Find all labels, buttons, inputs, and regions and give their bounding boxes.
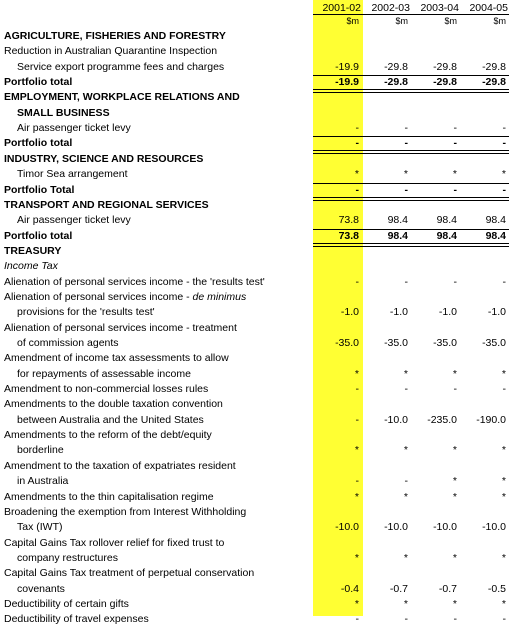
cell-value: - [355,475,359,488]
table-row [0,397,509,412]
table-row [0,413,509,428]
cell-value: * [452,490,457,503]
row-label-text: Broadening the exemption from Interest Withholding [4,505,247,518]
portfolio-total-row [0,75,509,90]
cell-value: - [453,183,457,196]
cell-value: 98.4 [387,214,408,227]
row-label-text: covenants [17,582,65,595]
section-heading-row [0,244,509,259]
cell-value: - [453,122,457,135]
row-label-text: Amendments to the thin capitalisation regime [4,490,214,503]
row-label-text: Alienation of personal services income - treatment [4,321,237,334]
table-row [0,367,509,382]
cell-value: 98.4 [485,214,506,227]
row-label-text: Service export programme fees and charges [17,60,225,73]
cell-value: * [354,168,359,181]
row-label [4,428,212,443]
table-row [0,382,509,397]
cell-value: * [403,597,408,610]
cell-value: - [502,383,506,396]
total-top-rule [313,75,509,76]
cell-value: - [404,613,408,626]
cell-value: - [502,183,506,196]
table-row [0,551,509,566]
row-label-text: Capital Gains Tax treatment of perpetual conservation [4,567,255,580]
row-label [17,60,224,75]
row-label [4,597,129,612]
cell-value: - [502,275,506,288]
year-header-2004-05: 2004-05 [469,2,508,14]
cell-value: - [355,413,359,426]
cell-value: -10.0 [482,521,506,534]
table-row [0,612,509,627]
row-label [4,490,214,505]
row-label [4,75,72,90]
row-label [17,413,204,428]
row-label [4,505,246,520]
row-label [17,167,128,182]
row-label [4,152,203,167]
table-row [0,305,509,320]
cell-value: - [453,383,457,396]
row-label [4,351,229,366]
row-label [17,551,118,566]
row-label-text: Timor Sea arrangement [17,168,128,181]
cell-value: 98.4 [387,229,408,242]
cell-value: - [453,137,457,150]
row-label-text: in Australia [17,475,69,488]
year-header-2003-04: 2003-04 [420,2,459,14]
row-label-text: for repayments of assessable income [17,367,191,380]
cell-value: 98.4 [436,229,457,242]
cell-value: - [404,275,408,288]
cell-value: * [403,367,408,380]
table-row [0,213,509,228]
cell-value: -1.0 [340,306,359,319]
cell-value: -1.0 [438,306,457,319]
cell-value: -1.0 [487,306,506,319]
row-label [17,121,131,136]
row-label-text: TRANSPORT AND REGIONAL SERVICES [4,198,209,211]
cell-value: * [403,168,408,181]
table-row [0,428,509,443]
row-label-text: Capital Gains Tax rollover relief for fixed trust to [4,536,225,549]
row-label [4,90,240,105]
row-label-emphasis: de minimus [192,290,247,303]
row-label-text: Alienation of personal services income - [4,290,193,303]
cell-value: - [355,275,359,288]
cell-value: * [501,444,506,457]
cell-value: -35.0 [384,337,408,349]
table-row [0,351,509,366]
cell-value: * [452,444,457,457]
cell-value: - [355,383,359,396]
cell-value: -19.9 [335,60,359,73]
cell-value: 98.4 [436,214,457,227]
table-row [0,443,509,458]
subheading-row [0,259,509,274]
cell-value: -29.8 [433,76,457,89]
table-row [0,505,509,520]
row-label [17,520,63,535]
row-label [4,198,209,213]
row-label [4,259,58,274]
cell-value: 98.4 [485,229,506,242]
row-label-text: Amendment to non-commercial losses rules [4,383,209,396]
cell-value: -235.0 [427,413,457,426]
cell-value: * [501,475,506,488]
cell-value: - [502,613,506,626]
unit-label-2004-05: $m [493,16,506,26]
cell-value: -10.0 [335,521,359,534]
row-label [17,582,65,597]
table-row [0,459,509,474]
row-label-text: Amendments to the double taxation convention [4,398,223,411]
cell-value: - [355,183,359,196]
row-label-text: Deductibility of certain gifts [4,597,129,610]
portfolio-total-row [0,136,509,151]
cell-value: - [502,137,506,150]
portfolio-total-row [0,229,509,244]
cell-value: 73.8 [338,229,359,242]
cell-value: -29.8 [433,60,457,73]
row-label-text: SMALL BUSINESS [17,106,110,119]
cell-value: -29.8 [384,76,408,89]
cell-value: * [354,597,359,610]
row-label [4,397,223,412]
cell-value: - [404,383,408,396]
cell-value: - [404,122,408,135]
cell-value: * [501,367,506,380]
table-row [0,490,509,505]
cell-value: * [354,444,359,457]
row-label-text: company restructures [17,551,118,564]
row-label-text: Portfolio total [4,137,73,150]
cell-value: -35.0 [482,337,506,349]
table-row [0,121,509,136]
row-label-text: TREASURY [4,244,62,257]
table-row [0,321,509,336]
table-row [0,474,509,489]
table-row [0,566,509,581]
section-heading-row [0,106,509,121]
cell-value: * [354,367,359,380]
cell-value: - [355,137,359,150]
row-label-text: Portfolio Total [4,183,75,196]
cell-value: * [452,597,457,610]
cell-value: -35.0 [335,337,359,349]
cell-value: * [403,490,408,503]
cell-value: * [452,551,457,564]
cell-value: * [501,597,506,610]
cell-value: -10.0 [384,413,408,426]
total-top-rule [313,183,509,184]
year-header-2002-03: 2002-03 [371,2,410,14]
year-header-2001-02: 2001-02 [322,2,361,14]
total-top-rule [313,136,509,137]
cell-value: * [354,490,359,503]
table-row [0,336,509,351]
row-label [4,275,265,290]
row-label-text: INDUSTRY, SCIENCE AND RESOURCES [4,152,204,165]
row-label-text: Portfolio total [4,76,73,89]
cell-value: * [501,490,506,503]
cell-value: * [452,168,457,181]
cell-value: * [501,168,506,181]
unit-label-2001-02: $m [346,16,359,26]
header-rule [313,14,509,15]
table-row [0,60,509,75]
row-label-text: Deductibility of travel expenses [4,613,149,626]
row-label-text: Tax (IWT) [17,521,63,534]
section-heading-row [0,90,509,105]
table-row [0,275,509,290]
row-label [4,290,246,305]
cell-value: - [404,475,408,488]
row-label [17,336,119,351]
row-label-text: provisions for the 'results test' [17,306,155,319]
cell-value: - [502,122,506,135]
table-row [0,44,509,59]
cell-value: -35.0 [433,337,457,349]
cell-value: -10.0 [433,521,457,534]
portfolio-total-row [0,183,509,198]
section-heading-row [0,29,509,44]
cell-value: * [354,551,359,564]
row-label-text: between Australia and the United States [17,413,204,426]
row-label [4,536,224,551]
cell-value: -29.8 [384,60,408,73]
cell-value: -0.7 [438,582,457,595]
row-label [4,136,72,151]
row-label-text: Air passenger ticket levy [17,214,131,227]
cell-value: * [501,551,506,564]
row-label [17,367,191,382]
row-label-text: Alienation of personal services income - the 'results test' [4,275,265,288]
cell-value: -0.4 [340,582,359,595]
table-row [0,290,509,305]
row-label-text: of commission agents [17,337,119,349]
cell-value: * [452,475,457,488]
cell-value: -190.0 [476,413,506,426]
cell-value: * [452,367,457,380]
row-label [4,612,149,627]
table-row [0,582,509,597]
table-row [0,536,509,551]
row-label-text: Amendments to the reform of the debt/equity [4,429,212,442]
row-label [4,183,74,198]
row-label-text: Amendment to the taxation of expatriates resident [4,459,236,472]
row-label [4,244,61,259]
row-label [17,443,64,458]
cell-value: -1.0 [389,306,408,319]
unit-label-2003-04: $m [444,16,457,26]
cell-value: - [355,122,359,135]
cell-value: - [453,613,457,626]
row-label-text: Portfolio total [4,229,73,242]
cell-value: - [404,183,408,196]
section-heading-row [0,152,509,167]
cell-value: -0.5 [487,582,506,595]
cell-value: 73.8 [338,214,359,227]
row-label-text: AGRICULTURE, FISHERIES AND FORESTRY [4,30,226,42]
table-row [0,167,509,182]
row-label-text: borderline [17,444,64,457]
row-label [17,106,110,121]
row-label [4,44,217,59]
cell-value: -29.8 [482,60,506,73]
cell-value: -29.8 [482,76,506,89]
total-top-rule [313,229,509,230]
cell-value: * [403,444,408,457]
table-row [0,520,509,535]
row-label-text: EMPLOYMENT, WORKPLACE RELATIONS AND [4,91,240,104]
cell-value: -0.7 [389,582,408,595]
cell-value: * [403,551,408,564]
row-label-text: Air passenger ticket levy [17,122,131,135]
cell-value: - [355,613,359,626]
cell-value: - [404,137,408,150]
row-label [4,29,226,44]
row-label [17,213,131,228]
row-label [4,382,208,397]
row-label-text: Amendment of income tax assessments to allow [4,352,229,365]
table-row [0,597,509,612]
cell-value: - [453,275,457,288]
row-label [4,566,254,581]
row-label [4,321,237,336]
row-label [4,459,236,474]
cell-value: -10.0 [384,521,408,534]
row-label-text: Income Tax [4,260,58,273]
row-label [4,229,72,244]
unit-label-2002-03: $m [395,16,408,26]
section-heading-row [0,198,509,213]
row-label [17,474,68,489]
row-label [17,305,155,320]
row-label-text: Reduction in Australian Quarantine Inspection [4,45,218,58]
cell-value: -19.9 [335,76,359,89]
